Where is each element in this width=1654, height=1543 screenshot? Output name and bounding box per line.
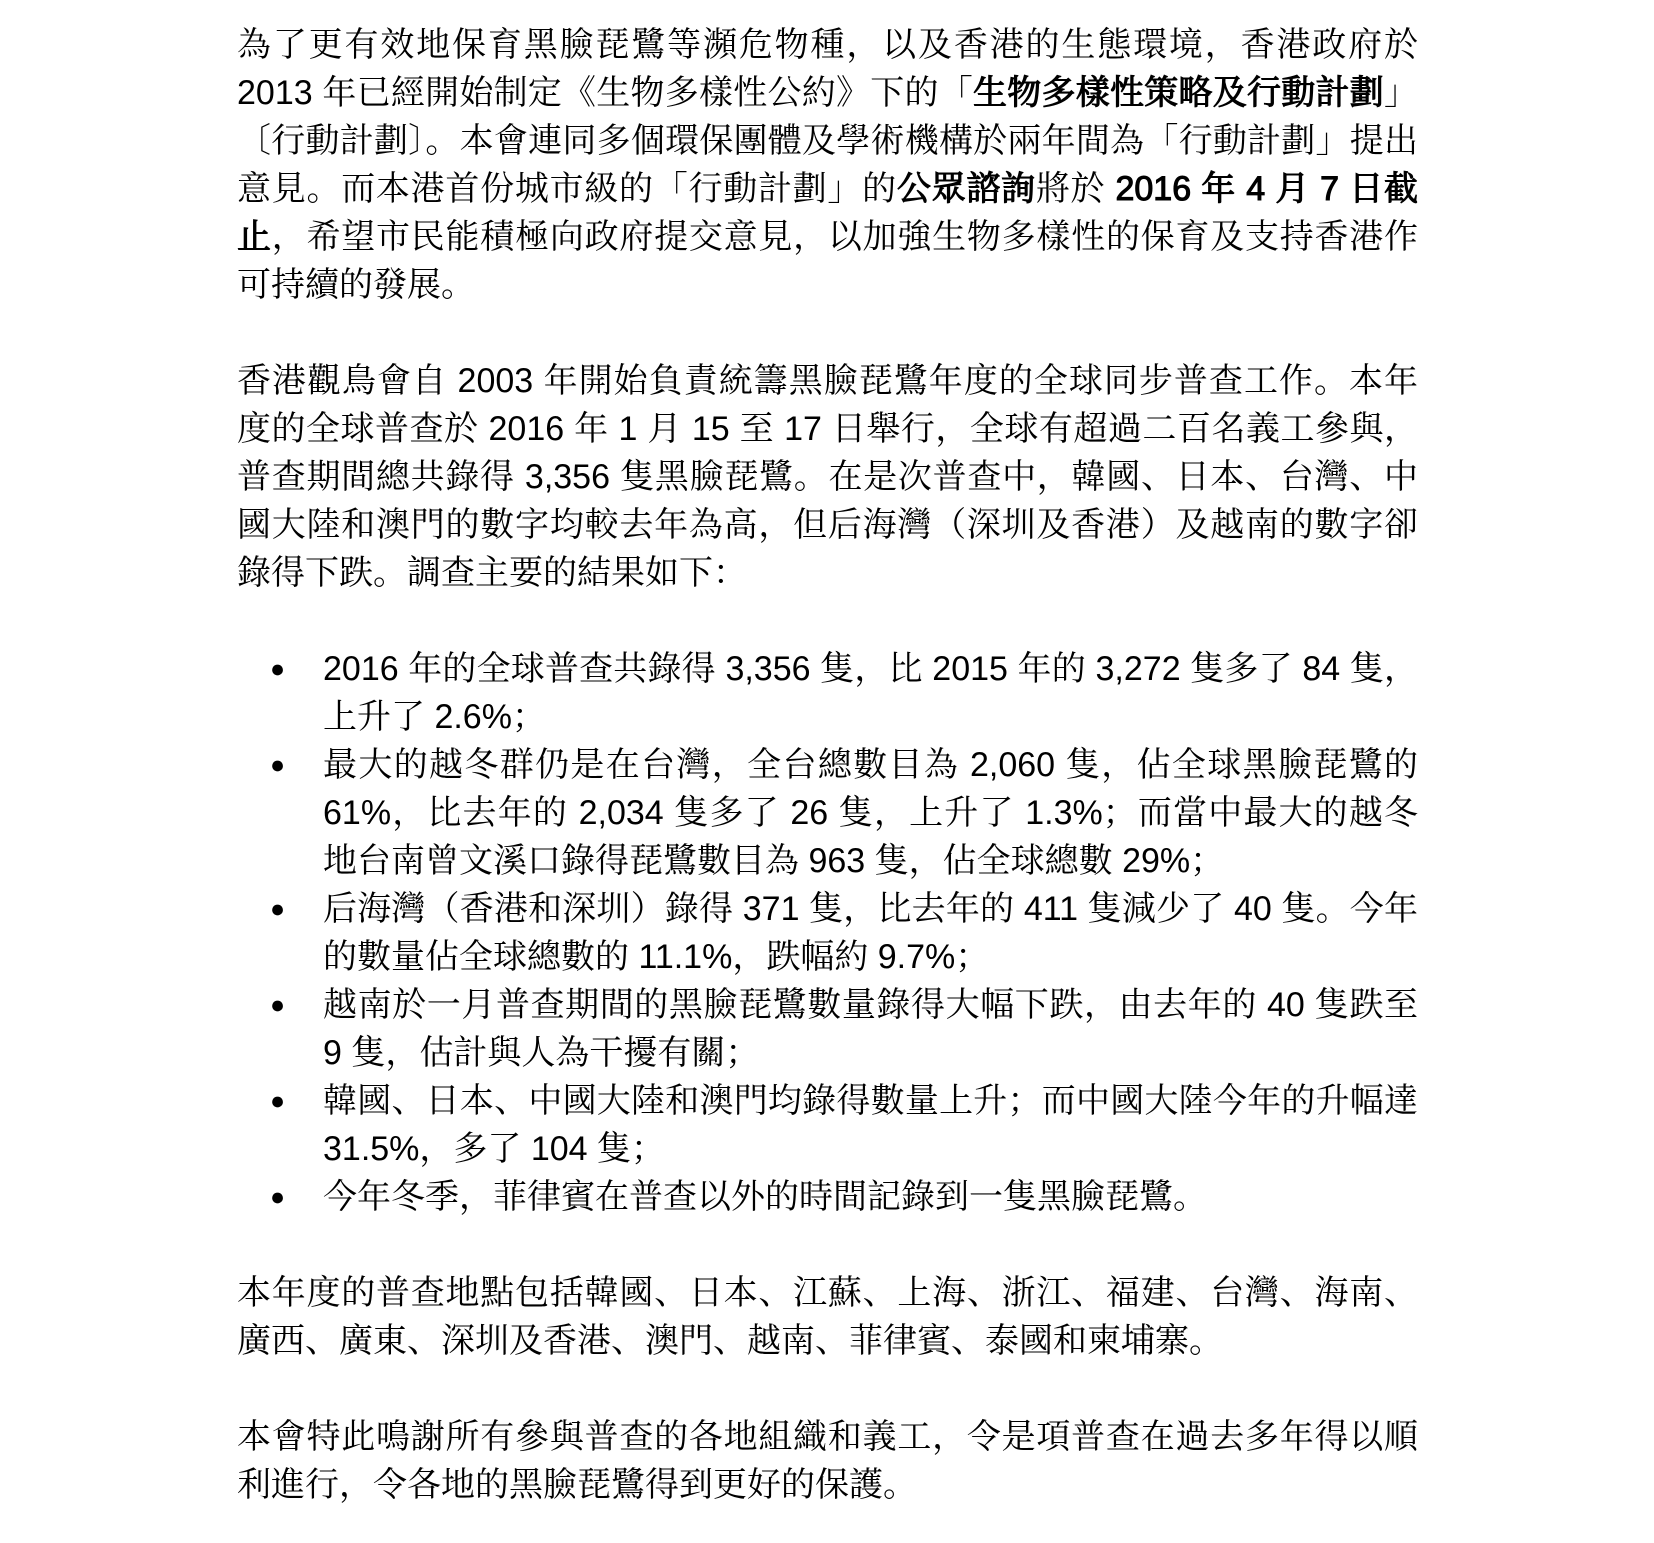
bullet-text: 最大的越冬群仍是在台灣，全台總數目為 2,060 隻，佔全球黑臉琵鷺的 61%，比去年的 2,034 隻多了 26 隻，上升了 1.3%；而當中最大的越冬地台南曾文溪口錄得琵鷺數目為 963 隻，佔全球總數 29%； <box>323 746 1418 880</box>
text-run: 將於 <box>1035 170 1116 208</box>
bullet-icon: ● <box>270 655 286 683</box>
list-item-vietnam <box>237 981 1418 1077</box>
paragraph-census-locations: 本年度的普查地點包括韓國、日本、江蘇、上海、浙江、福建、台灣、海南、廣西、廣東、深圳及香港、澳門、越南、菲律賓、泰國和柬埔寨。 <box>237 1274 1418 1360</box>
text-run-bold-public-consultation: 公眾諮詢 <box>896 170 1036 208</box>
bullet-icon: ● <box>270 991 286 1019</box>
bullet-text: 后海灣（香港和深圳）錄得 371 隻，比去年的 411 隻減少了 40 隻。今年的數量佔全球總數的 11.1%，跌幅約 9.7%； <box>323 890 1418 976</box>
list-item-taiwan <box>237 741 1418 885</box>
text-run: 」〔行動計劃〕。本會連同多個環保團體及學術機構於兩年間為「行動計劃」提出意見。而本港首份城市級的「行動計劃」的 <box>237 74 1418 208</box>
list-item-deep-bay <box>237 885 1418 981</box>
bullet-icon: ● <box>270 895 286 923</box>
text-run-bold-strategy-plan: 生物多樣性策略及行動計劃 <box>973 74 1384 112</box>
text-run-bold-deadline: 2016 年 4 月 7 日截止 <box>237 170 1419 256</box>
list-item-korea-japan-china-macau <box>237 1077 1418 1173</box>
bullet-text: 今年冬季，菲律賓在普查以外的時間記錄到一隻黑臉琵鷺。 <box>323 1178 1207 1216</box>
bullet-icon: ● <box>270 1183 286 1211</box>
paragraph-census-overview: 香港觀鳥會自 2003 年開始負責統籌黑臉琵鷺年度的全球同步普查工作。本年度的全球普查於 2016 年 1 月 15 至 17 日舉行，全球有超過二百名義工參與，普查期間總共錄得 3,356 隻黑臉琵鷺。在是次普查中，韓國、日本、台灣、中國大陸和澳門的數字均較去年為高，但后海灣（深圳及香港）及越南的數字卻錄得下跌。調查主要的結果如下： <box>237 362 1418 592</box>
text-run: ，希望市民能積極向政府提交意見，以加強生物多樣性的保育及支持香港作可持續的發展。 <box>237 218 1419 304</box>
bullet-text: 韓國、日本、中國大陸和澳門均錄得數量上升；而中國大陸今年的升幅達 31.5%，多了 104 隻； <box>323 1082 1418 1168</box>
bullet-icon: ● <box>270 1087 286 1115</box>
bullet-text: 越南於一月普查期間的黑臉琵鷺數量錄得大幅下跌，由去年的 40 隻跌至 9 隻，估計與人為干擾有關； <box>323 986 1418 1072</box>
bullet-text: 2016 年的全球普查共錄得 3,356 隻，比 2015 年的 3,272 隻多了 84 隻，上升了 2.6%； <box>323 650 1418 736</box>
paragraph-acknowledgement: 本會特此鳴謝所有參與普查的各地組織和義工，令是項普查在過去多年得以順利進行，令各地的黑臉琵鷺得到更好的保護。 <box>237 1418 1418 1504</box>
census-results-list <box>237 645 1418 1221</box>
list-item-philippines <box>237 1173 1418 1221</box>
paragraph-action-plan <box>237 21 1418 309</box>
text-run: 為了更有效地保育黑臉琵鷺等瀕危物種，以及香港的生態環境，香港政府於 2013 年已經開始制定《生物多樣性公約》下的「 <box>237 26 1418 112</box>
list-item-global-total <box>237 645 1418 741</box>
bullet-icon: ● <box>270 751 286 779</box>
